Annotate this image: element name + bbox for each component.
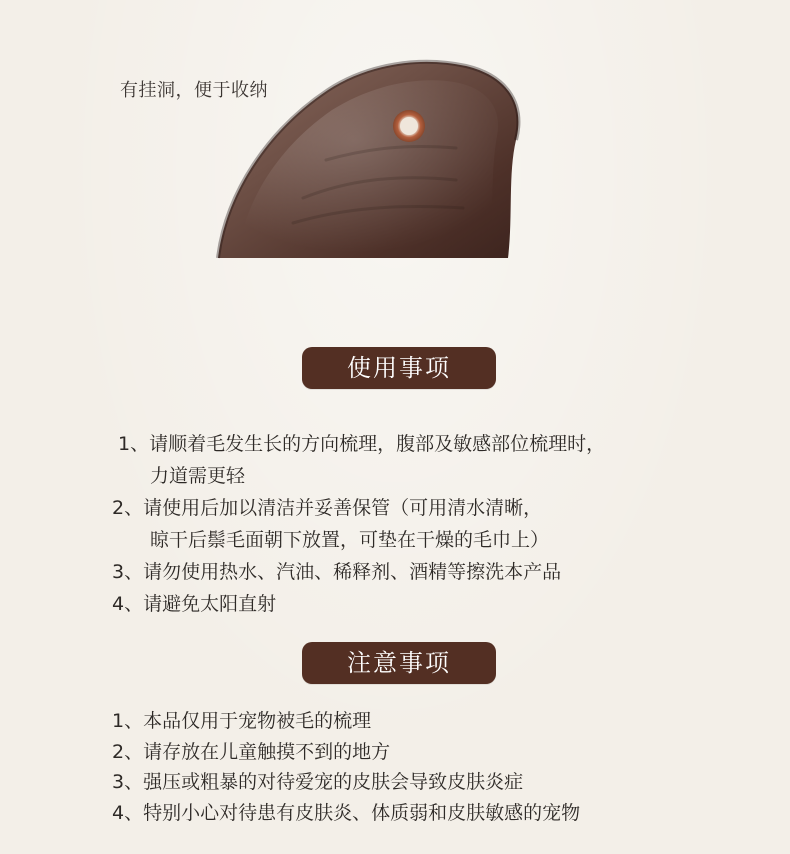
- usage-item-4-line-1: 4、请避免太阳直射: [112, 593, 277, 615]
- usage-item-2: [112, 492, 732, 556]
- usage-item-4: [112, 588, 732, 620]
- usage-item-3: [112, 556, 732, 588]
- wooden-comb-icon: [208, 48, 538, 263]
- caution-item-3-line-1: 3、强压或粗暴的对待爱宠的皮肤会导致皮肤炎症: [112, 771, 524, 793]
- caution-item-4: [112, 798, 732, 829]
- caution-item-2: [112, 737, 732, 768]
- usage-item-2-line-1: 2、请使用后加以清洁并妥善保管（可用清水清晰，: [112, 497, 543, 519]
- caution-item-1-line-1: 1、本品仅用于宠物被毛的梳理: [112, 710, 372, 732]
- usage-instructions-list: [112, 428, 732, 620]
- caution-instructions-list: [112, 706, 732, 828]
- usage-item-1-line-2: 力道需更轻: [150, 465, 246, 487]
- hero-caption: 有挂洞，便于收纳: [120, 80, 268, 101]
- caution-section-title: 注意事项: [302, 642, 496, 684]
- comb-shine: [238, 80, 498, 253]
- caution-item-3: [112, 767, 732, 798]
- caution-item-1: [112, 706, 732, 737]
- usage-item-1-line-1: 1、请顺着毛发生长的方向梳理，腹部及敏感部位梳理时，: [118, 433, 606, 455]
- hanging-hole-inner: [400, 117, 418, 135]
- caution-item-2-line-1: 2、请存放在儿童触摸不到的地方: [112, 740, 391, 763]
- usage-item-1: [112, 428, 732, 492]
- usage-section-title: 使用事项: [302, 347, 496, 389]
- usage-item-2-line-2: 晾干后鬃毛面朝下放置，可垫在干燥的毛巾上）: [150, 529, 550, 551]
- usage-item-3-line-1: 3、请勿使用热水、汽油、稀释剂、酒精等擦洗本产品: [112, 561, 562, 583]
- caution-item-4-line-1: 4、特别小心对待患有皮肤炎、体质弱和皮肤敏感的宠物: [112, 801, 581, 824]
